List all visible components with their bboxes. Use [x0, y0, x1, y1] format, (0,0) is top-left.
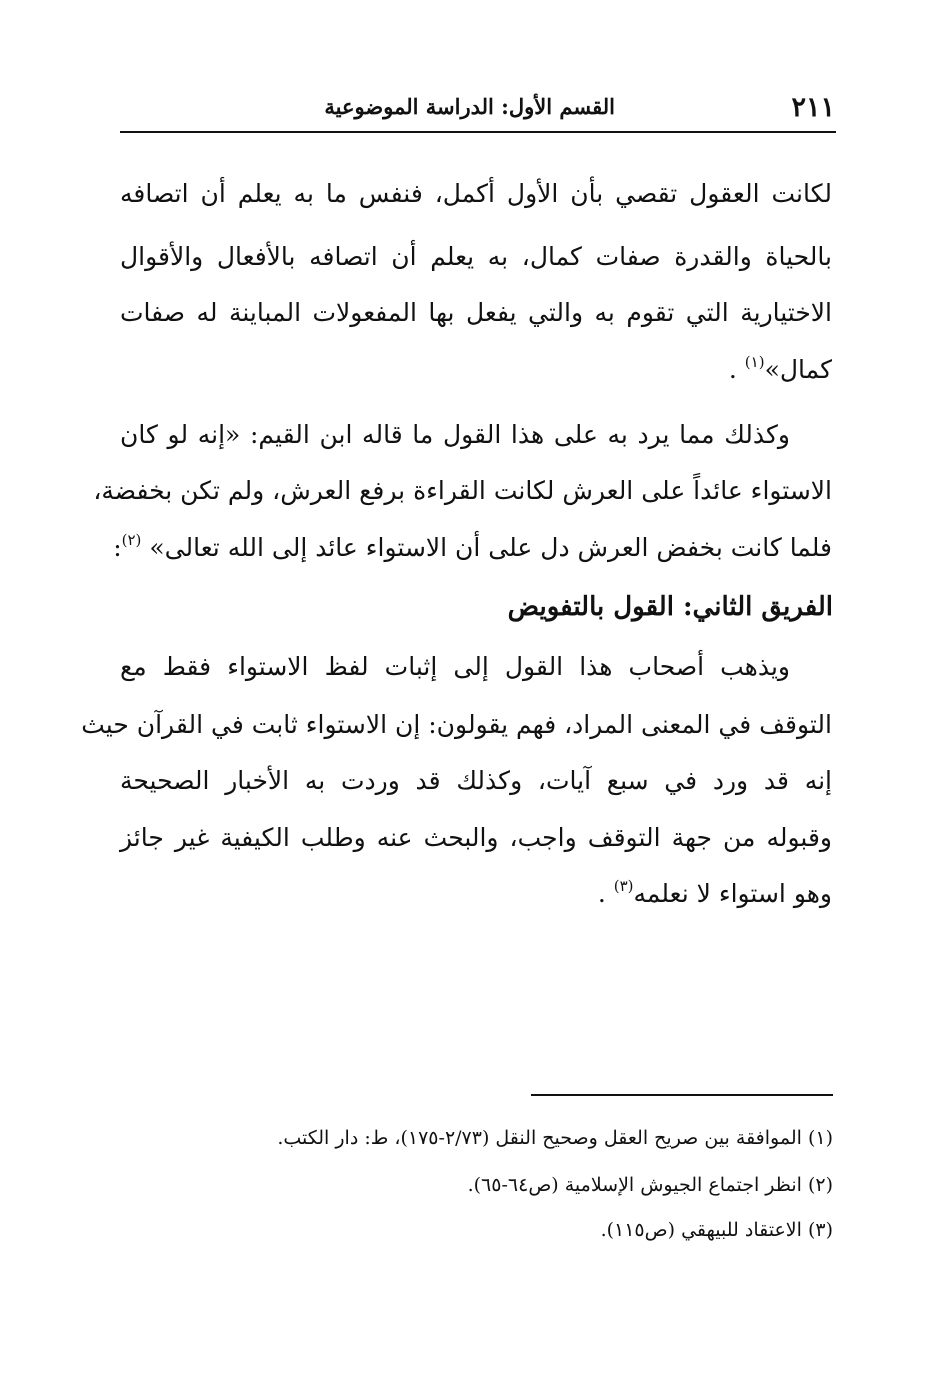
footnote: (١) الموافقة بين صريح العقل وصحيح النقل (٢/٧٣-١٧٥)، ط: دار الكتب. [277, 1127, 833, 1149]
page-header [120, 88, 835, 128]
footnote: (٢) انظر اجتماع الجيوش الإسلامية (ص٦٤-٦٥). [467, 1174, 833, 1196]
line-ending: : [113, 533, 122, 562]
body-line [120, 353, 832, 387]
section-heading: الفريق الثاني: القول بالتفويض [507, 592, 833, 622]
body-line: وقبوله من جهة التوقف واجب، والبحث عنه وطلب الكيفية غير جائز [120, 823, 832, 852]
body-line: الاختيارية التي تقوم به والتي يفعل بها المفعولات المباينة له صفات [120, 298, 832, 327]
line-text: كمال» [764, 355, 832, 384]
body-line: الاستواء عائداً على العرش لكانت القراءة برفع العرش، ولم تكن بخفضة، [93, 476, 832, 505]
footnote: (٣) الاعتقاد للبيهقي (ص١١٥). [600, 1219, 833, 1241]
line-text: فلما كانت بخفض العرش دل على أن الاستواء عائد إلى الله تعالى» [149, 533, 832, 562]
footnote-rule [531, 1094, 833, 1096]
body-line: ويذهب أصحاب هذا القول إلى إثبات لفظ الاستواء فقط مع [120, 652, 790, 681]
footnote-ref: (٢) [121, 531, 142, 549]
line-text: وهو استواء لا نعلمه [633, 879, 832, 908]
footnote-ref: (١) [744, 353, 765, 371]
line-ending: . [728, 355, 737, 384]
running-title: القسم الأول: الدراسة الموضوعية [324, 94, 615, 119]
body-line: وكذلك مما يرد به على هذا القول ما قاله ابن القيم: «إنه لو كان [120, 420, 790, 449]
body-line [113, 531, 832, 565]
footnote-ref: (٣) [613, 877, 634, 895]
page-number: ٢١١ [791, 92, 835, 123]
body-line: بالحياة والقدرة صفات كمال، به يعلم أن اتصافه بالأفعال والأقوال [120, 242, 832, 271]
body-line [120, 877, 832, 911]
header-rule [120, 131, 836, 133]
line-ending: . [597, 879, 606, 908]
body-line: لكانت العقول تقصي بأن الأول أكمل، فنفس ما به يعلم أن اتصافه [120, 179, 832, 208]
body-line: إنه قد ورد في سبع آيات، وكذلك قد وردت به الأخبار الصحيحة [120, 766, 832, 795]
body-line: التوقف في المعنى المراد، فهم يقولون: إن الاستواء ثابت في القرآن حيث [81, 710, 832, 739]
